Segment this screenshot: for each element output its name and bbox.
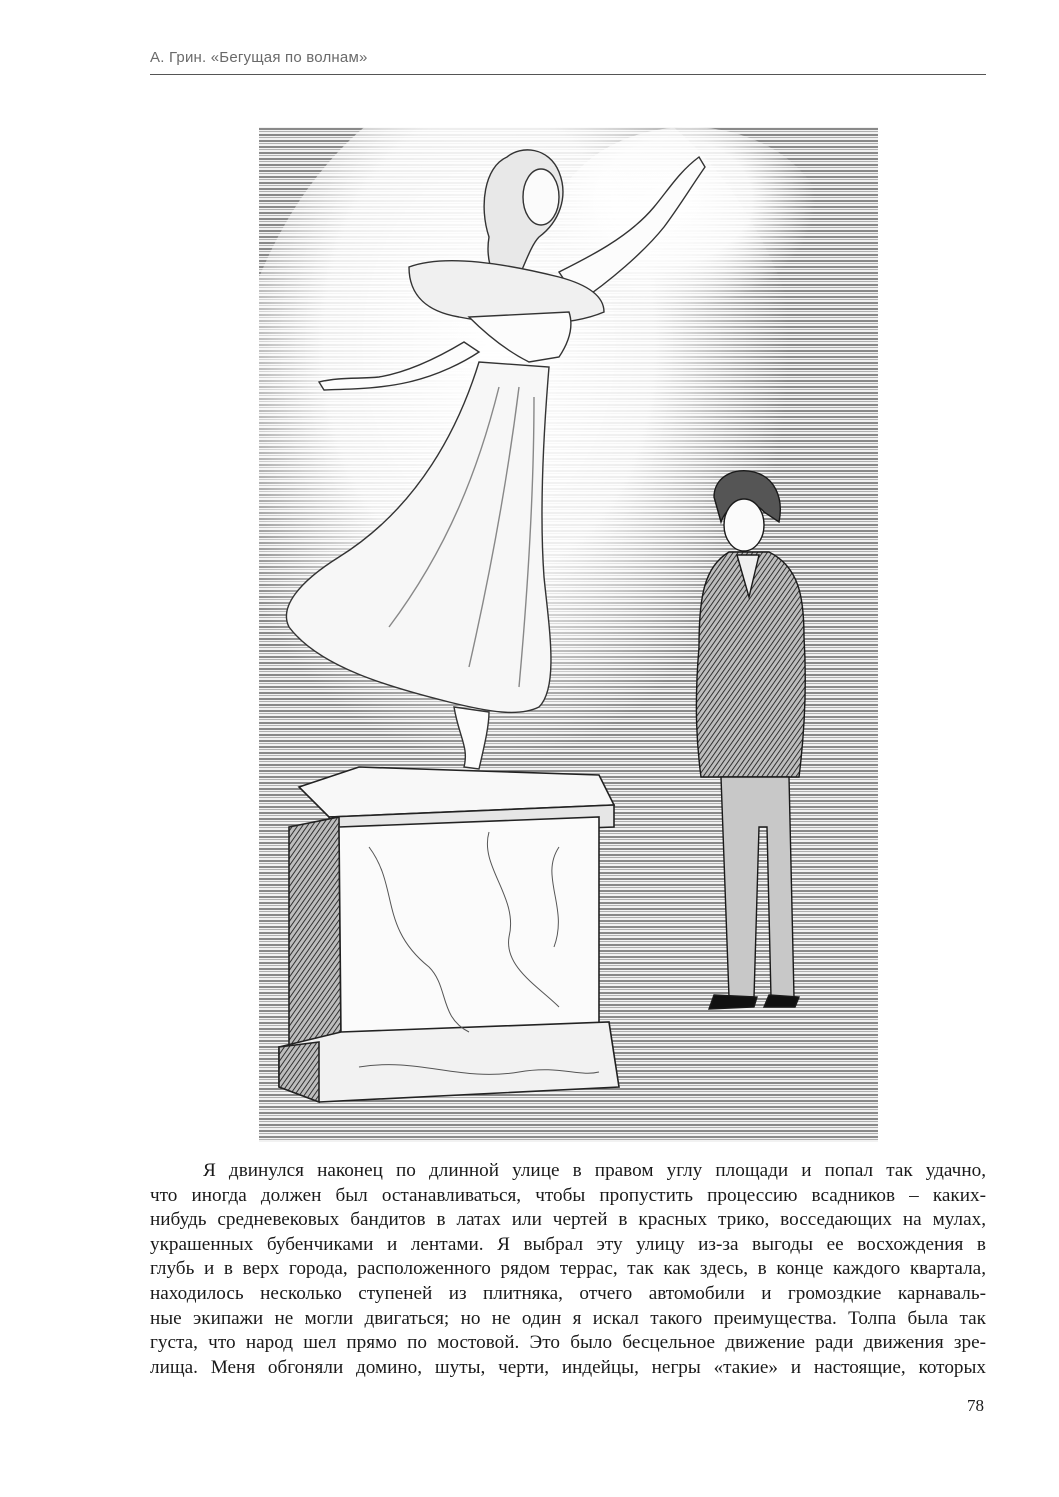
running-header: А. Грин. «Бегущая по волнам»: [150, 49, 368, 66]
text-line: лища. Меня обгоняли домино, шуты, черти, индейцы, негры «такие» и настоящие, которых: [150, 1356, 986, 1378]
text-line: глубь и в верх города, расположенного рядом террас, так как здесь, в конце каждого квартала,: [150, 1258, 986, 1280]
page-number: 78: [967, 1396, 984, 1415]
text-line: ные экипажи не могли двигаться; но не один я искал такого преимущества. Толпа была так: [150, 1307, 986, 1329]
body-text: [150, 1159, 986, 1380]
text-line: нибудь средневековых бандитов в латах или чертей в красных трико, восседающих на мулах,: [150, 1209, 986, 1231]
text-line: что иногда должен был останавливаться, чтобы пропустить процессию всадников – каких-: [150, 1184, 986, 1206]
text-line: украшенных бубенчиками и лентами. Я выбрал эту улицу из-за выгоды ее восхождения в: [150, 1233, 986, 1255]
header-rule: [150, 74, 986, 75]
text-line: густа, что народ шел прямо по мостовой. Это было бесцельное движение ради движения зре-: [150, 1332, 986, 1354]
illustration: [259, 127, 878, 1142]
text-line: находилось несколько ступеней из плитняка, отчего автомобили и громоздкие карнаваль-: [150, 1282, 986, 1304]
text-line: Я двинулся наконец по длинной улице в правом углу площади и попал так удачно,: [203, 1160, 986, 1181]
pen-and-ink-illustration-icon: [259, 127, 878, 1142]
